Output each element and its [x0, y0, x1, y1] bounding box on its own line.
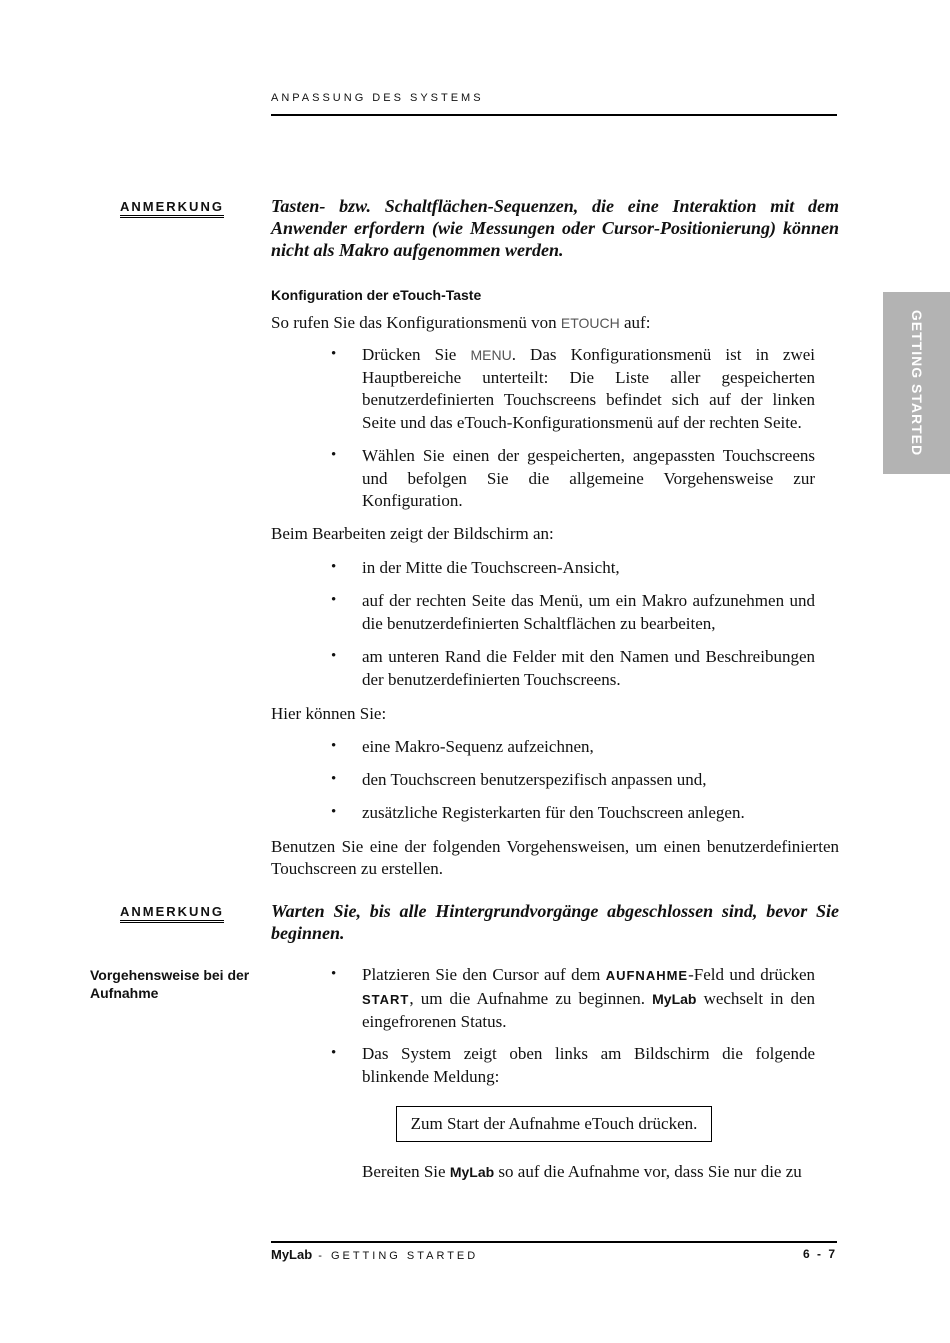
side-tab-label: GETTING STARTED: [908, 309, 925, 457]
footer-divider: [271, 1241, 837, 1243]
bullet: •: [331, 738, 337, 754]
start-key: START: [362, 991, 410, 1007]
note-label: ANMERKUNG: [120, 199, 224, 218]
intro-paragraph: So rufen Sie das Konfigurationsmenü von ETOUCH auf:: [271, 313, 651, 332]
menu-key: MENU: [470, 347, 512, 363]
chapter-side-tab: [883, 292, 950, 474]
edit-intro: Beim Bearbeiten zeigt der Bildschirm an:: [271, 524, 554, 543]
list-item: am unteren Rand die Felder mit den Namen und Beschreibungen der benutzerdefinierten Touchscreens.: [362, 647, 815, 689]
page-number: 6 - 7: [802, 1247, 837, 1261]
can-intro: Hier können Sie:: [271, 704, 387, 723]
header-divider: [271, 114, 837, 116]
brand-name: MyLab: [449, 1164, 495, 1180]
use-paragraph: Benutzen Sie eine der folgenden Vorgehensweisen, um einen benutzerdefinierten Touchscreen zu erstellen.: [271, 837, 839, 878]
list-item: auf der rechten Seite das Menü, um ein Makro aufzunehmen und die benutzerdefinierten Schaltflächen zu bearbeiten,: [362, 591, 815, 633]
note-text: Warten Sie, bis alle Hintergrundvorgänge abgeschlossen sind, bevor Sie beginnen.: [271, 901, 839, 943]
step-select: Wählen Sie einen der gespeicherten, angepassten Touchscreens und befolgen Sie die allgemeine Vorgehensweise zur Konfiguration.: [362, 446, 815, 510]
bullet: •: [331, 346, 337, 362]
list-item: eine Makro-Sequenz aufzeichnen,: [362, 737, 594, 756]
list-item: zusätzliche Registerkarten für den Touchscreen anlegen.: [362, 803, 745, 822]
footer: [271, 1247, 837, 1262]
bullet: •: [331, 1045, 337, 1061]
step-menu: Drücken Sie MENU. Das Konfigurationsmenü ist in zwei Hauptbereiche unterteilt: Die Liste aller gespeicherten benutzerdefinierten Touchscreens befindet sich auf der linken Seite und das eTouch-Konfigurationsmenü auf der rechten Seite.: [362, 345, 815, 432]
bullet: •: [331, 804, 337, 820]
section-heading: Konfiguration der eTouch-Taste: [271, 287, 482, 303]
procedure-label: Vorgehensweise bei der Aufnahme: [90, 967, 250, 1001]
step-message: Das System zeigt oben links am Bildschirm die folgende blinkende Meldung:: [362, 1044, 815, 1086]
list-item: in der Mitte die Touchscreen-Ansicht,: [362, 558, 620, 577]
final-paragraph: Bereiten Sie MyLab so auf die Aufnahme vor, dass Sie nur die zu: [362, 1162, 802, 1181]
aufnahme-key: AUFNAHME: [605, 968, 689, 983]
bullet: •: [331, 648, 337, 664]
bullet: •: [331, 447, 337, 463]
bullet: •: [331, 771, 337, 787]
note-label: ANMERKUNG: [120, 904, 224, 923]
list-item: den Touchscreen benutzerspezifisch anpassen und,: [362, 770, 707, 789]
bullet: •: [331, 592, 337, 608]
etouch-key: ETOUCH: [560, 315, 620, 331]
message-box: Zum Start der Aufnahme eTouch drücken.: [396, 1106, 712, 1142]
bullet: •: [331, 559, 337, 575]
brand-name: MyLab: [652, 990, 697, 1007]
running-header: ANPASSUNG DES SYSTEMS: [271, 92, 484, 104]
footer-title: - GETTING STARTED: [312, 1250, 479, 1262]
bullet: •: [331, 966, 337, 982]
step-record: Platzieren Sie den Cursor auf dem AUFNAHME-Feld und drücken START, um die Aufnahme zu beginnen. MyLab wechselt in den eingefrorenen Status.: [362, 965, 815, 1031]
note-text: Tasten- bzw. Schaltflächen-Sequenzen, die eine Interaktion mit dem Anwender erfordern (wie Messungen oder Cursor-Positionierung) können nicht als Makro aufgenommen werden.: [271, 196, 839, 260]
footer-brand: MyLab: [271, 1247, 313, 1262]
